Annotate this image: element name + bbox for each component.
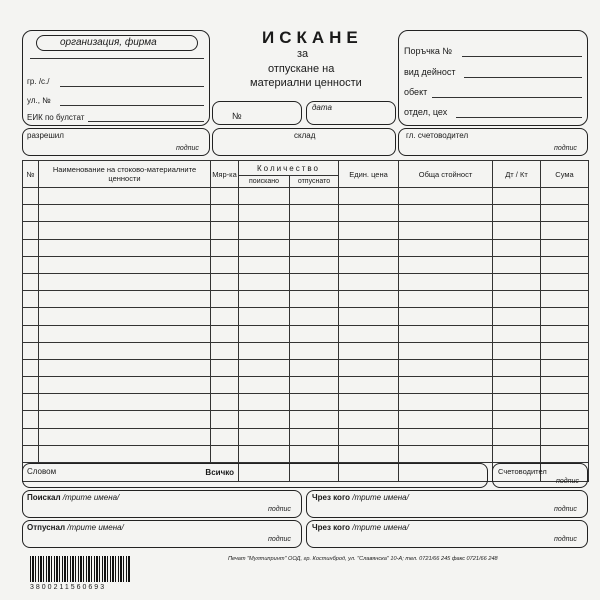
dept-label: отдел, цех — [404, 107, 448, 117]
table-row[interactable] — [23, 359, 589, 376]
in-words-label: Словом — [27, 467, 57, 476]
chief-accountant-label: гл. счетоводител — [406, 131, 469, 140]
number-label: № — [232, 111, 242, 121]
order-no-label: Поръчка № — [404, 46, 453, 56]
street-label: ул., № — [27, 96, 51, 105]
table-header-row — [23, 161, 589, 176]
table-row[interactable] — [23, 256, 589, 273]
number-box[interactable] — [212, 101, 302, 125]
object-label: обект — [404, 87, 428, 97]
table-row[interactable] — [23, 205, 589, 222]
table-row[interactable] — [23, 273, 589, 290]
table-row[interactable] — [23, 239, 589, 256]
table-row[interactable] — [23, 445, 589, 462]
accountant-signature-label: подпис — [556, 478, 579, 485]
accountant-label: Счетоводител — [498, 467, 547, 476]
issued-via-signature-label: подпис — [554, 536, 577, 543]
col-requested: поискано — [239, 176, 290, 188]
total-label: Всичко — [23, 463, 239, 482]
table-row[interactable] — [23, 377, 589, 394]
requested-by-label: Поискал /трите имена/ — [27, 493, 120, 502]
city-line[interactable] — [60, 86, 204, 87]
activity-label: вид дейност — [404, 67, 456, 77]
col-name: Наименование на стоково-материалните ценности — [39, 161, 211, 188]
items-table — [22, 160, 589, 482]
table-row[interactable] — [23, 411, 589, 428]
requested-by-signature-label: подпис — [268, 506, 291, 513]
issued-by-label: Отпуснал /трите имена/ — [27, 523, 124, 532]
subtitle-line3: материални ценности — [250, 77, 362, 89]
approved-signature-label: подпис — [176, 145, 199, 152]
table-row[interactable] — [23, 325, 589, 342]
warehouse-label: склад — [294, 131, 316, 140]
print-info: Печат "Мултипринт" ООД, гр. Костинброд, ул. "Славянска" 10-А; тел. 0721/66 245 факс 0721/66 248 — [228, 556, 498, 562]
table-row[interactable] — [23, 342, 589, 359]
table-row[interactable] — [23, 188, 589, 205]
organization-label: организация, фирма — [60, 37, 157, 48]
dept-line[interactable] — [456, 117, 582, 118]
chief-accountant-signature-label: подпис — [554, 145, 577, 152]
date-label: дата — [312, 103, 332, 112]
activity-line[interactable] — [464, 77, 582, 78]
barcode-number: 3800211560693 — [30, 584, 107, 591]
issued-by-signature-label: подпис — [268, 536, 291, 543]
col-total-value: Обща стойност — [399, 161, 493, 188]
barcode — [30, 556, 130, 582]
col-unit: Мяр-ка — [211, 161, 239, 188]
subtitle-line1: за — [297, 48, 309, 60]
col-no: № — [23, 161, 39, 188]
org-line-blank — [30, 58, 204, 59]
requested-via-signature-label: подпис — [554, 506, 577, 513]
order-no-line[interactable] — [462, 56, 582, 57]
table-row[interactable] — [23, 428, 589, 445]
table-row[interactable] — [23, 291, 589, 308]
in-words-box[interactable] — [22, 463, 488, 488]
col-unit-price: Един. цена — [339, 161, 399, 188]
eik-label: ЕИК по булстат — [27, 113, 85, 122]
document-title: ИСКАНЕ — [262, 28, 363, 47]
subtitle-line2: отпускане на — [268, 63, 335, 75]
col-issued: отпуснато — [290, 176, 339, 188]
col-sum: Сума — [541, 161, 589, 188]
city-label: гр. /с./ — [27, 77, 50, 86]
table-row[interactable] — [23, 394, 589, 411]
object-line[interactable] — [432, 97, 582, 98]
col-quantity: Количество — [239, 161, 339, 176]
table-row[interactable] — [23, 308, 589, 325]
issued-via-label: Чрез кого /трите имена/ — [312, 523, 409, 532]
table-row[interactable] — [23, 222, 589, 239]
col-debit-credit: Дт / Кт — [493, 161, 541, 188]
approved-label: разрешил — [27, 131, 64, 140]
eik-line[interactable] — [88, 121, 204, 122]
requested-via-label: Чрез кого /трите имена/ — [312, 493, 409, 502]
street-line[interactable] — [60, 105, 204, 106]
